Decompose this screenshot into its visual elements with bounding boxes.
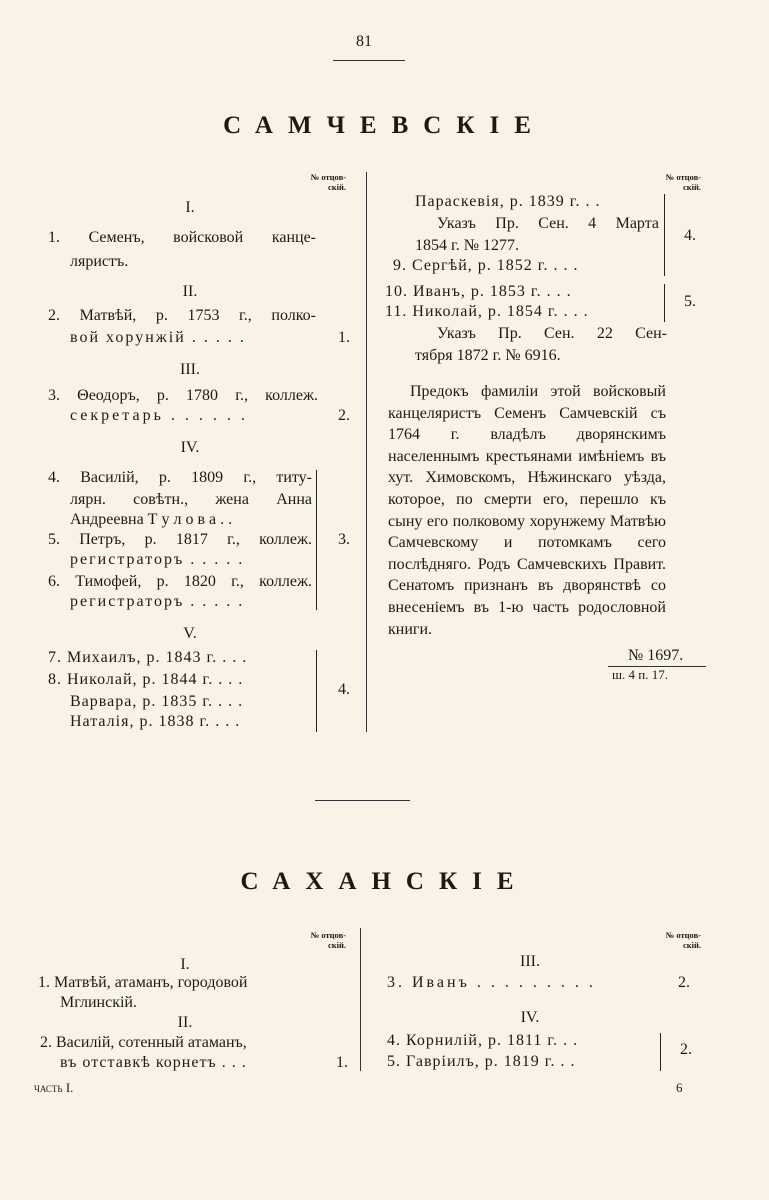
section-title: САМЧЕВСКІЕ <box>223 112 546 139</box>
brace <box>656 1033 661 1071</box>
generation-heading: I. <box>185 199 195 216</box>
generation-heading: I. <box>180 956 190 973</box>
reference-location: ш. 4 п. 17. <box>612 667 668 683</box>
entry-line: 1. Матвѣй, атаманъ, городовой <box>38 974 248 991</box>
column-header <box>645 930 701 950</box>
column-header <box>645 172 701 192</box>
brace <box>660 194 665 276</box>
entry-line: Варвара, р. 1835 г. . . . <box>70 693 244 710</box>
col-header-line: № отцов- <box>310 172 346 182</box>
entry-line: Андреевна Т у л о в а . . <box>70 511 233 528</box>
col-header-line: № отцов- <box>310 930 346 940</box>
signature-mark: часть I. <box>34 1080 74 1095</box>
page-number: 81 <box>356 33 372 50</box>
brace <box>660 284 665 322</box>
entry-line: лярн. совѣтн., жена Анна <box>70 491 312 508</box>
entry-line: ляристъ. <box>70 253 129 270</box>
father-number: 4. <box>338 681 350 698</box>
entry-line: 5. Петръ, р. 1817 г., коллеж. <box>48 531 312 548</box>
entry-line: регистраторъ . . . . . <box>70 551 245 568</box>
entry-line: Параскевія, р. 1839 г. . . <box>415 193 601 210</box>
entry-line: 10. Иванъ, р. 1853 г. . . . <box>385 283 572 300</box>
entry-line: 11. Николай, р. 1854 г. . . . <box>385 303 589 320</box>
generation-heading: IV. <box>520 1009 540 1026</box>
entry-line: 4. Василій, р. 1809 г., титу- <box>48 469 312 486</box>
entry-line: тября 1872 г. № 6916. <box>415 347 561 364</box>
entry-line: 5. Гавріилъ, р. 1819 г. . . <box>387 1053 576 1070</box>
entry-line: 7. Михаилъ, р. 1843 г. . . . <box>48 649 248 666</box>
entry-line: 8. Николай, р. 1844 г. . . . <box>48 671 244 688</box>
father-number: 1. <box>338 329 350 346</box>
col-header-line: № отцов- <box>665 930 701 940</box>
generation-heading: II. <box>182 283 198 300</box>
entry-line: Указъ Пр. Сен. 22 Сен- <box>437 325 667 342</box>
col-header-line: скій. <box>327 182 346 192</box>
generation-heading: II. <box>177 1014 193 1031</box>
family-history-block <box>388 381 708 683</box>
column-header <box>290 930 346 950</box>
divider <box>333 60 405 61</box>
entry-line: Мглинскій. <box>60 994 137 1011</box>
entry-line: вой хорунжій . . . . . <box>70 329 246 346</box>
column-divider <box>360 928 361 1071</box>
generation-heading: III. <box>180 361 200 378</box>
column-divider <box>366 172 367 732</box>
generation-heading: III. <box>520 953 540 970</box>
father-number: 4. <box>684 227 696 244</box>
brace <box>312 650 317 732</box>
father-number: 1. <box>336 1054 348 1071</box>
brace <box>312 470 317 610</box>
col-header-line: скій. <box>682 182 701 192</box>
entry-line: 6. Тимофей, р. 1820 г., коллеж. <box>48 573 312 590</box>
section-separator <box>315 800 410 801</box>
family-history-paragraph: Предокъ фамиліи этой войсковый канцеляристъ Семенъ Самчевскій съ 1764 г. владѣлъ дворянскимъ населеннымъ крестьянами имѣніемъ въ хут. Химовскомъ, Нѣжинскаго уѣзда, которое, по смерти его, перешло къ сыну его полковому хорунжему Матвѣю Самчевскому и потомкамъ сего послѣдняго. Родъ Самчевскихъ Правит. Сенатомъ признанъ въ дворянствѣ со внесеніемъ въ 1-ю часть родословной книги. <box>388 383 666 638</box>
sheet-number: 6 <box>676 1080 683 1095</box>
entry-line: 4. Корнилій, р. 1811 г. . . <box>387 1032 579 1049</box>
father-number: 2. <box>680 1041 692 1058</box>
col-header-line: скій. <box>682 940 701 950</box>
entry-line: 2. Василій, сотенный атаманъ, <box>40 1034 247 1051</box>
father-number: 2. <box>338 407 350 424</box>
reference-number: № 1697. <box>628 647 684 665</box>
entry-line: 1. Семенъ, войсковой канце- <box>48 229 316 246</box>
entry-line: въ отставкѣ корнетъ . . . <box>60 1054 247 1071</box>
entry-line: 3. Θеодоръ, р. 1780 г., коллеж. <box>48 387 318 404</box>
col-header-line: скій. <box>327 940 346 950</box>
father-number: 3. <box>338 531 350 548</box>
generation-heading: IV. <box>180 439 200 456</box>
entry-line: 2. Матвѣй, р. 1753 г., полко- <box>48 307 316 324</box>
entry-line: 9. Сергѣй, р. 1852 г. . . . <box>393 257 579 274</box>
entry-line: секретарь . . . . . . <box>70 407 248 424</box>
father-number: 2. <box>678 974 690 991</box>
col-header-line: № отцов- <box>665 172 701 182</box>
entry-line: Указъ Пр. Сен. 4 Марта <box>437 215 659 232</box>
section-title: САХАНСКІЕ <box>240 868 529 895</box>
entry-line: Наталія, р. 1838 г. . . . <box>70 713 241 730</box>
entry-line: регистраторъ . . . . . <box>70 593 245 610</box>
entry-line: 1854 г. № 1277. <box>415 237 520 254</box>
father-number: 5. <box>684 293 696 310</box>
generation-heading: V. <box>183 625 197 642</box>
column-header <box>290 172 346 192</box>
entry-line: 3. Иванъ . . . . . . . . . <box>387 974 596 991</box>
